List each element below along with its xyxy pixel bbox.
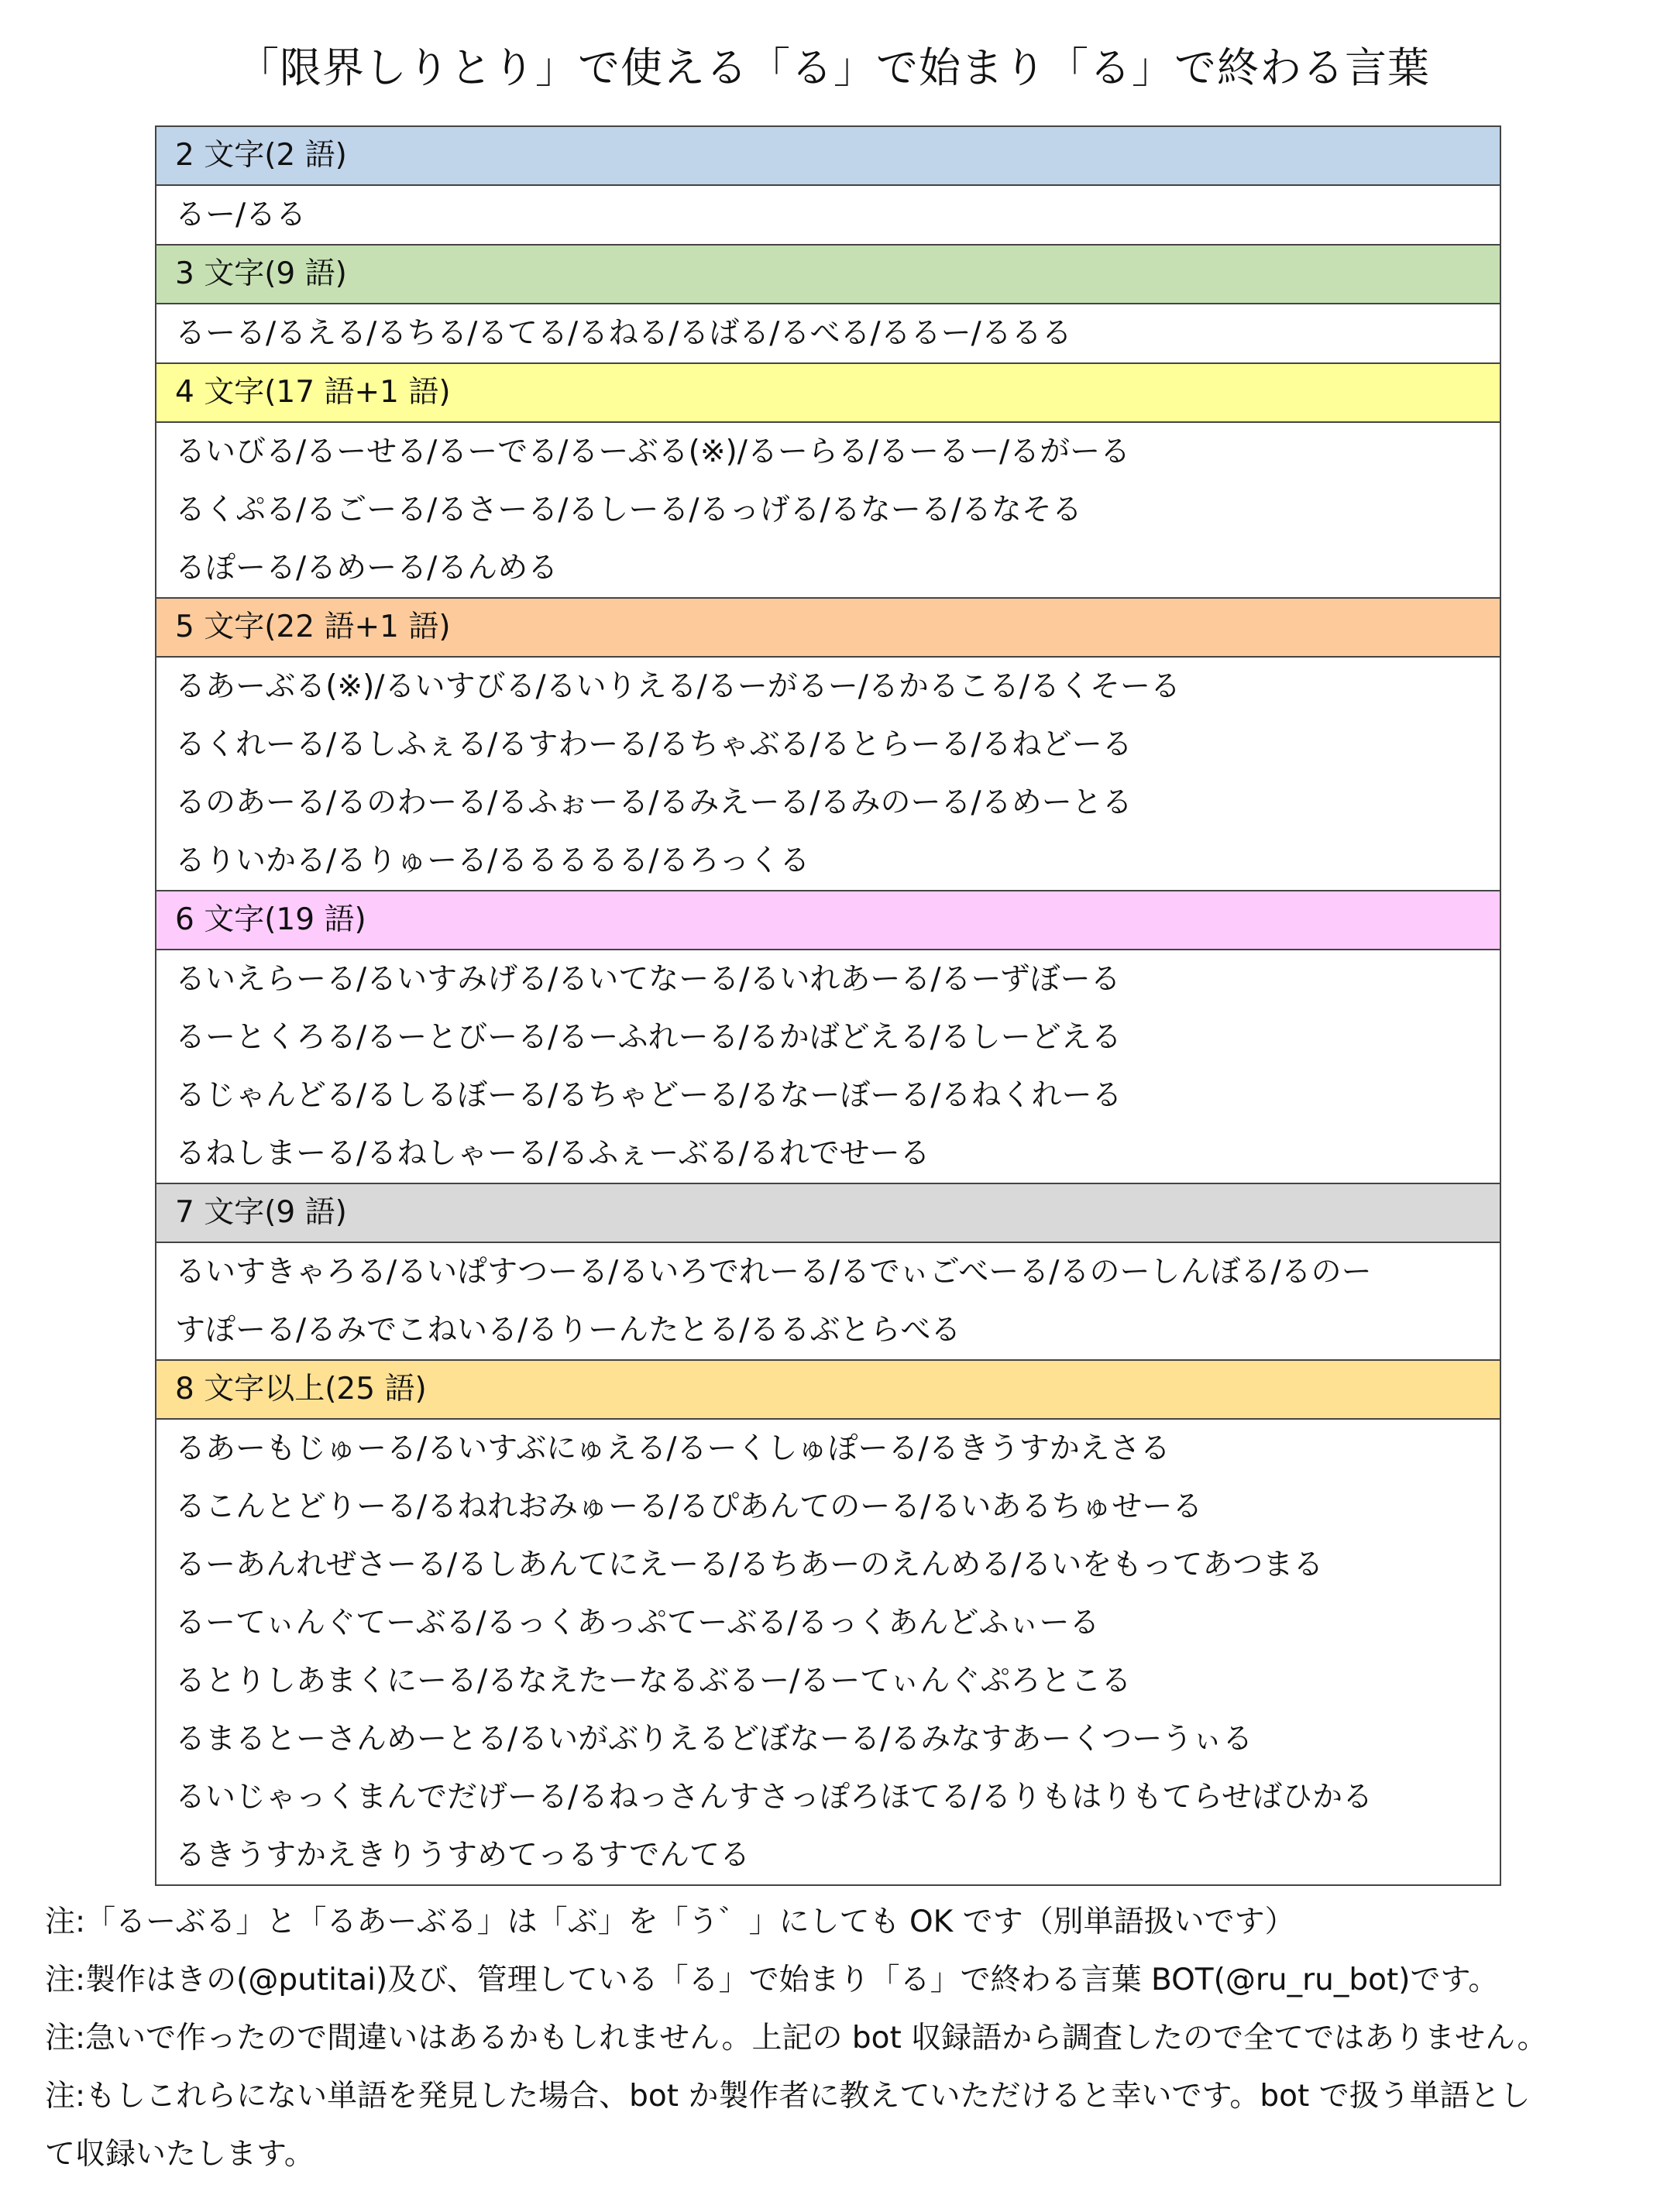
section-body-8-plus-chars [156,1420,1500,1884]
word-list-line: るいびる/るーせる/るーでる/るーぶる(※)/るーらる/るーるー/るがーる [175,434,1131,469]
section-body-2-chars [156,186,1500,246]
section-header-4-chars: 4 文字(17 語+1 語) [156,364,1500,423]
word-list-line: るいすきゃろる/るいぱすつーる/るいろでれーる/るでぃごべーる/るのーしんぼる/るのー [175,1255,1372,1290]
word-list-line: るいじゃっくまんでだげーる/るねっさんすさっぽろほてる/るりもはりもてらせばひかる [175,1780,1373,1815]
word-list-line: るあーぶる(※)/るいすびる/るいりえる/るーがるー/るかるこる/るくそーる [175,669,1181,704]
section-body-4-chars [156,423,1500,599]
word-list-line: るまるとーさんめーとる/るいがぶりえるどぼなーる/るみなすあーくつーうぃる [175,1722,1253,1757]
note-line: て収録いたします。 [45,2137,314,2172]
section-header-3-chars: 3 文字(9 語) [156,246,1500,304]
word-list-line: るーとくろる/るーとびーる/るーふれーる/るかばどえる/るしーどえる [175,1020,1122,1055]
word-list-line: るじゃんどる/るしるぼーる/るちゃどーる/るなーぼーる/るねくれーる [175,1078,1122,1113]
word-list-line: るこんとどりーる/るねれおみゅーる/るぴあんてのーる/るいあるちゅせーる [175,1489,1203,1524]
word-list-line: るりいかる/るりゅーる/るるるるる/るろっくる [175,843,810,878]
page-title: 「限界しりとり」で使える「る」で始まり「る」で終わる言葉 [237,43,1430,92]
section-header-2-chars: 2 文字(2 語) [156,127,1500,186]
word-list-line: るーる/るえる/るちる/るてる/るねる/るばる/るべる/るるー/るるる [175,316,1072,351]
word-list-line: るきうすかえきりうすめてっるすでんてる [175,1838,751,1873]
word-list-line: るー/るる [175,198,307,232]
note-line: 注:製作はきの(@putitai)及び、管理している「る」で始まり「る」で終わる言葉 BOT(@ru_ru_bot)です。 [45,1963,1499,1997]
note-line: 注:急いで作ったので間違いはあるかもしれません。上記の bot 収録語から調査したので全てではありません。 [45,2021,1548,2056]
word-list-line: るくぷる/るごーる/るさーる/るしーる/るっげる/るなーる/るなそる [175,493,1082,527]
section-body-5-chars [156,658,1500,891]
section-header-5-chars: 5 文字(22 語+1 語) [156,599,1500,658]
section-header-6-chars: 6 文字(19 語) [156,891,1500,950]
word-list-line: るとりしあまくにーる/るなえたーなるぶるー/るーてぃんぐぷろとこる [175,1664,1132,1698]
word-list-line: るのあーる/るのわーる/るふぉーる/るみえーる/るみのーる/るめーとる [175,785,1133,820]
notes-block [45,1893,1641,2183]
section-header-8-plus-chars: 8 文字以上(25 語) [156,1361,1500,1420]
word-list-line: るあーもじゅーる/るいすぶにゅえる/るーくしゅぽーる/るきうすかえさる [175,1431,1170,1466]
note-line: 注:もしこれらにない単語を発見した場合、bot か製作者に教えていただけると幸いです。bot で扱う単語とし [45,2079,1531,2114]
word-list-line: るーてぃんぐてーぶる/るっくあっぷてーぶる/るっくあんどふぃーる [175,1606,1100,1640]
word-list-line: るーあんれぜさーる/るしあんてにえーる/るちあーのえんめる/るいをもってあつまる [175,1547,1324,1582]
word-list-line: るぽーる/るめーる/るんめる [175,551,559,586]
word-list-line: るいえらーる/るいすみげる/るいてなーる/るいれあーる/るーずぼーる [175,962,1121,997]
word-list-line: るくれーる/るしふぇる/るすわーる/るちゃぶる/るとらーる/るねどーる [175,727,1133,762]
note-line: 注:「るーぶる」と「るあーぶる」は「ぶ」を「う゛」にしても OK です（別単語扱いです） [45,1905,1295,1939]
word-list-line: るねしまーる/るねしゃーる/るふぇーぶる/るれでせーる [175,1136,930,1171]
section-body-7-chars [156,1243,1500,1361]
word-table [155,125,1501,1886]
section-body-3-chars [156,304,1500,364]
section-header-7-chars: 7 文字(9 語) [156,1184,1500,1243]
section-body-6-chars [156,950,1500,1184]
word-list-line: すぽーる/るみでこねいる/るりーんたとる/るるぶとらべる [175,1313,961,1348]
